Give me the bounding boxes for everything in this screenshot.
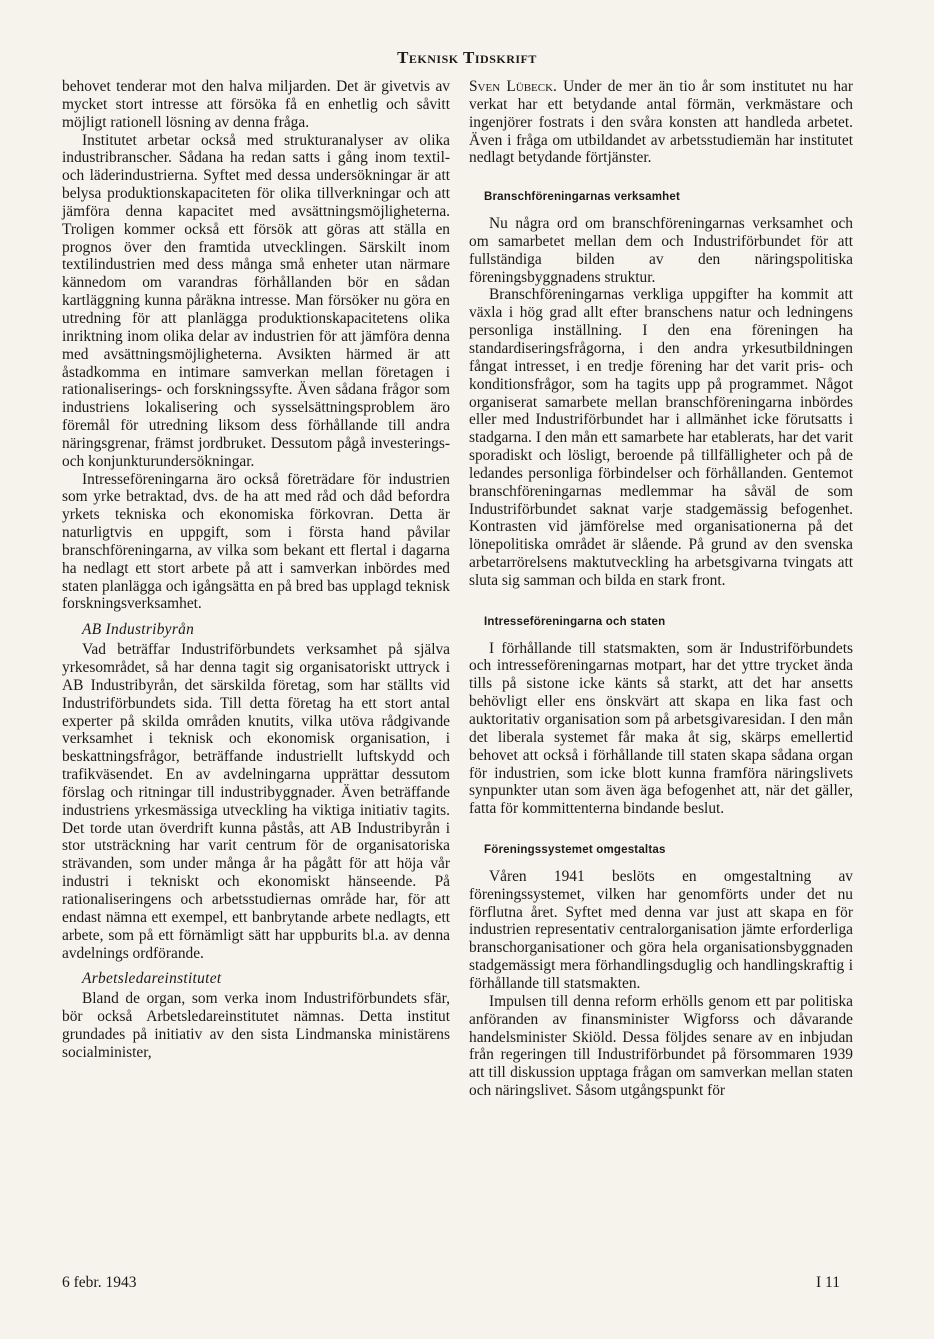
- paragraph-text: . Under de mer än tio år som institutet nu har verkat har ett betydande antal förmän, verkmästare och ingenjörer fostrats i den svåra konsten att handleda arbetet. Även i fråga om utbildandet av arbetsstudiemän har institutet nedlagt betydande förtjänster.: [469, 78, 853, 167]
- paragraph: Bland de organ, som verka inom Industriförbundets sfär, bör också Arbetsledareinstitutet nämnas. Detta institut grundades på initiativ av den sista Lindmanska ministärens socialminister,: [62, 990, 450, 1061]
- issue-date: 6 febr. 1943: [62, 1274, 137, 1291]
- left-column: [62, 78, 450, 1062]
- paragraph: Nu några ord om branschföreningarnas verksamhet och om samarbetet mellan dem och Industriförbundet för att fullständiga bilden av den näringspolitiska föreningsbyggnadens struktur.: [469, 215, 853, 286]
- section-heading: Branschföreningarnas verksamhet: [484, 191, 681, 204]
- right-column: [469, 78, 853, 1100]
- paragraph: Branschföreningarnas verkliga uppgifter ha kommit att växla i hög grad allt efter branschens natur och ledningens personliga inställning. I den ena föreningen ha standardiseringsfrågorna, i den andra yrkesutbildningen fångat intresset, i en tredje förening har det varit pris- och konditionsfrågor, som ha tagits upp på programmet. Något organiserat samarbete mellan branschföreningarna inbördes eller med Industriförbundet har i allmänhet icke förutsatts i stadgarna. I den mån ett samarbete har etablerats, har det varit sporadiskt och lösligt, beroende på tillfälligheter och på de ledandes personliga förbindelser och förhållanden. Gentemot branschföreningarnas medlemmar ha såväl de som Industriförbundet saknat varje stadgemässig befogenhet. Kontrasten vid jämförelse med organisationerna på det lönepolitiska området är slående. På grund av den svenska arbetarrörelsens maktutveckling ha arbetsgivarna tvingats att sluta sig samman och bilda en stark front.: [469, 286, 853, 589]
- page-number: I 11: [816, 1274, 840, 1291]
- paragraph: I förhållande till statsmakten, som är Industriförbundets och intresseföreningarnas motpart, har det yttre trycket ända tills på sistone icke känts så starkt, att det har ansetts behövligt eller ens önskvärt att skapa en lika fast och auktoritativ organisation som på arbetsgivaresidan. I den mån det liberala systemet får maka åt sig, skärps emellertid behovet att också i förhållande till staten skapa sådana organ för industrien, som icke blott kunna framföra näringslivets synpunkter utan som även äga befogenhet att, när det gäller, fatta för kommittenterna bindande beslut.: [469, 639, 853, 818]
- paragraph: Intresseföreningarna äro också företrädare för industrien som yrke betraktad, dvs. de ha att med råd och dåd befordra yrkets tekniska och ekonomiska förkovran. Detta är naturligtvis en uppgift, som i första hand påvilar branschföreningarna, av vilka som bekant ett flertal i dagarna ha nedlagt ett stort arbete på att i samverkan inbördes med staten planlägga och igångsätta en på bred bas upplagd teknisk forskningsverksamhet.: [62, 470, 450, 613]
- paragraph: Institutet arbetar också med strukturanalyser av olika industribranscher. Sådana ha redan satts i gång inom textil- och läderindustrierna. Syftet med dessa undersökningar är att belysa produktionskapaciteten för olika tillverkningar och att jämföra denna kapacitet med avsättningsmöjligheterna. Troligen kommer också ett försök att göras att ställa en prognos över den framtida utvecklingen. Särskilt inom textilindustrien med dess många små enheter utan närmare kännedom om varandras förhållanden bör en sådan kartläggning kunna påräkna intresse. Man försöker nu göra en utredning för att planlägga produktionskapacitetens olika inriktning inom olika delar av industrien för att jämföra denna med avsättningsmöjligheterna. Avsikten härmed är att åstadkomma en intimare samverkan mellan företagen i rationaliserings- och forskningssyfte. Även sådana frågor som industriens lokalisering och sysselsättningsproblem äro föremål för utredning liksom dess förhållande till andra näringsgrenar, främst jordbruket. Dessutom pågå investerings- och konjunkturundersökningar.: [62, 131, 450, 470]
- paragraph: Våren 1941 beslöts en omgestaltning av föreningssystemet, vilken har genomförts under det nu förflutna året. Syftet med denna var just att skapa en för industrien representativ centralorganisation jämte erforderliga branschorganisationer och göra hela organisationsbyggnaden stadgemässigt mera förhandlingsduglig och handlingskraftig i förhållande till statsmakten.: [469, 867, 853, 992]
- section-heading: Arbetsledareinstitutet: [82, 970, 222, 988]
- paragraph: behovet tenderar mot den halva miljarden. Det är givetvis av mycket stort intresse att försöka få en enhetlig och såvitt möjligt rationell lösning av denna fråga.: [62, 78, 450, 131]
- paragraph: Impulsen till denna reform erhölls genom ett par politiska anföranden av finansminister Wigforss och dåvarande handelsminister Skiöld. Dessa följdes senare av en inbjudan från regeringen till Industriförbundet på försommaren 1939 att till diskussion upptaga frågan om samverkan mellan staten och näringslivet. Såsom utgångspunkt för: [469, 992, 853, 1100]
- section-heading: Intresseföreningarna och staten: [484, 615, 666, 628]
- masthead: Teknisk Tidskrift: [397, 48, 537, 67]
- section-heading: AB Industribyrån: [82, 621, 195, 639]
- author-name: Sven Lübeck: [469, 78, 554, 95]
- paragraph: [469, 78, 853, 167]
- section-heading: Föreningssystemet omgestaltas: [484, 844, 666, 857]
- paragraph: Vad beträffar Industriförbundets verksamhet på själva yrkesområdet, så har denna tagit sig organisatoriskt uttryck i AB Industribyrån, det särskilda företag, som har ställts vid Industriförbundets sida. Till detta företag ha ett stort antal experter på skilda områden knutits, vilka utöva rådgivande verksamhet i teknisk och ekonomisk organisation, i beskattningsfrågor, beträffande industriellt luftskydd och trafikväsendet. En av avdelningarna upprättar dessutom förslag och ritningar till industribyggnader. Även beträffande industriens yrkesmässiga utveckling ha viktiga initiativ tagits. Det torde utan överdrift kunna påstås, att AB Industribyrån i stor utsträckning har varit centrum för de organisatoriska strävanden, som under många år ha pågått för att höja vår industri i tekniskt och ekonomiskt hänseende. På rationaliseringens och arbetsstudiernas område har, för att endast nämna ett exempel, ett banbrytande arbete nedlagts, ett arbete, som på ett förnämligt sätt har uppburits bl.a. av denna avdelnings ordförande.: [62, 641, 450, 962]
